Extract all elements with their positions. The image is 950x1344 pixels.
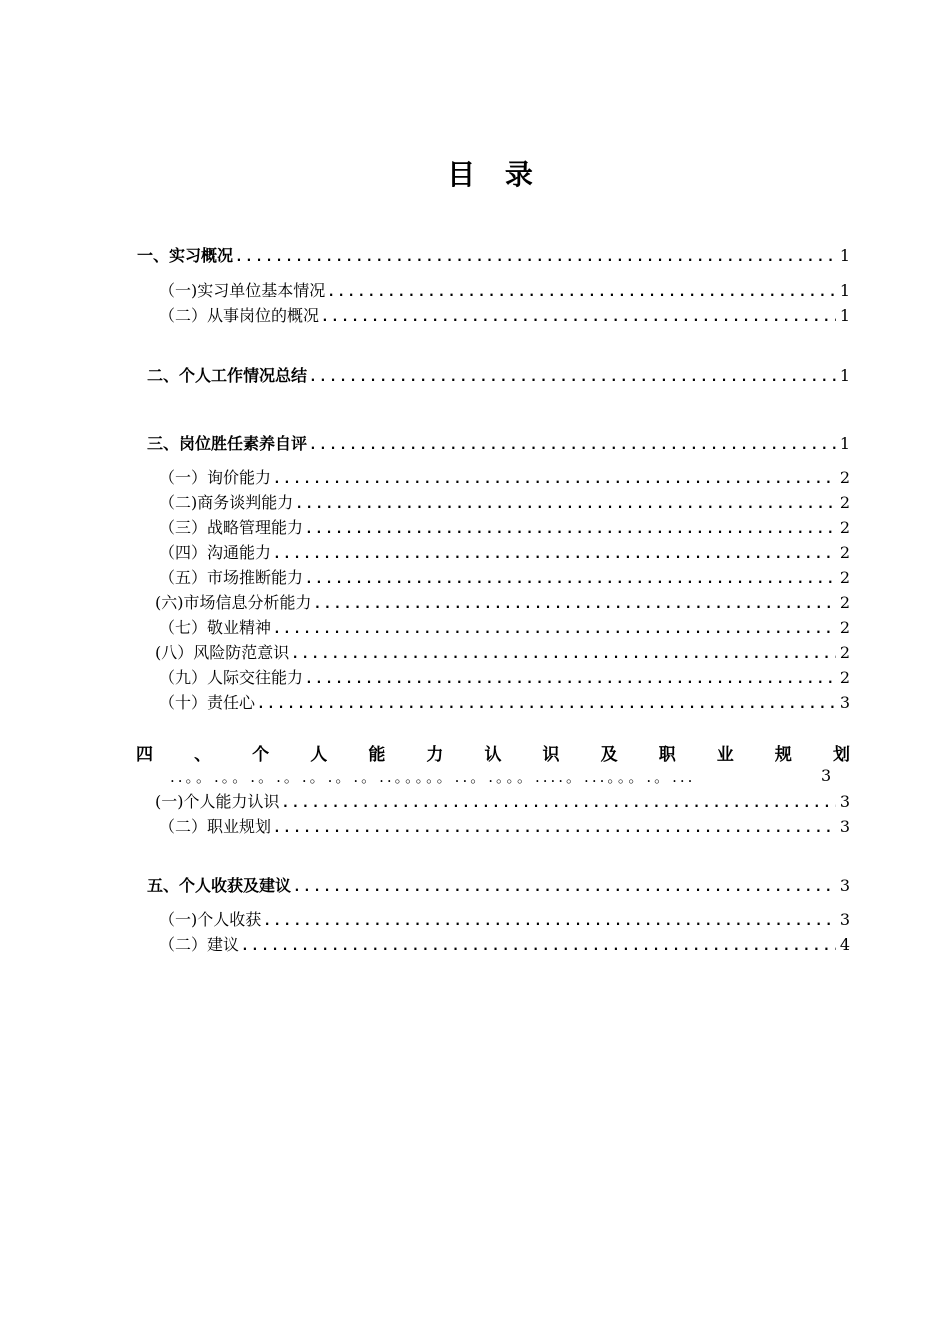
toc-entry-3-10[interactable] [159,693,850,715]
toc-dot-leader [305,670,836,690]
toc-page-number: 3 [839,792,850,811]
toc-page-number: 2 [839,618,850,637]
toc-dot-leader [291,645,836,665]
toc-heading-char: 及 [600,745,618,765]
toc-page-number: 3 [821,766,832,785]
toc-dot-leader [273,620,836,640]
toc-page-number: 1 [839,306,850,325]
toc-entry-section-1[interactable] [137,246,850,268]
toc-entry-3-5[interactable] [159,568,850,590]
toc-entry-3-7[interactable] [159,618,850,640]
toc-entry-5-2[interactable] [159,935,850,957]
toc-page-number: 1 [839,281,850,300]
toc-dot-leader [327,283,836,303]
toc-page-number: 3 [839,910,850,929]
toc-heading-char: 人 [310,745,328,765]
toc-entry-label: （二）职业规划 [159,817,272,836]
toc-entry-label: 二、个人工作情况总结 [147,366,308,385]
toc-mixed-leader: ..。。.。。.。.。.。.。.。..。。。。。..。.。。。....。...。。。.。... [170,768,696,786]
toc-entry-3-2[interactable] [159,493,850,515]
toc-entry-label: （五）市场推断能力 [159,568,304,587]
toc-dot-leader [241,937,836,957]
toc-entry-3-9[interactable] [159,668,850,690]
toc-entry-section-5[interactable] [147,876,850,898]
toc-entry-section-3[interactable] [147,434,850,456]
toc-entry-3-8[interactable] [155,643,850,665]
toc-entry-label: （七）敬业精神 [159,618,272,637]
toc-dot-leader [305,520,836,540]
toc-entry-label: 三、岗位胜任素养自评 [147,434,308,453]
toc-title: 目 录 [447,158,543,191]
toc-heading-char: 个 [252,745,270,765]
toc-page-number: 1 [839,246,850,265]
toc-entry-label: (六)市场信息分析能力 [155,593,312,612]
toc-entry-label: （四）沟通能力 [159,543,272,562]
toc-entry-label: 五、个人收获及建议 [147,876,292,895]
toc-dot-leader [321,308,836,328]
toc-dot-leader [273,470,836,490]
toc-entry-label: (一)个人能力认识 [155,792,280,811]
toc-page-number: 2 [839,668,850,687]
toc-entry-5-1[interactable] [159,910,850,932]
toc-heading-char: 认 [484,745,502,765]
toc-dot-leader [314,595,837,615]
toc-entry-label: （一）询价能力 [159,468,272,487]
toc-dot-leader [309,368,836,388]
toc-dot-leader [309,436,836,456]
toc-entry-label: （一)实习单位基本情况 [159,281,326,300]
toc-heading-char: 力 [426,745,444,765]
toc-page-number: 2 [839,593,850,612]
toc-entry-label: （三）战略管理能力 [159,518,304,537]
toc-heading-char: 业 [716,745,734,765]
toc-page-number: 2 [839,543,850,562]
toc-dot-leader [235,248,836,268]
toc-entry-4-2[interactable] [159,817,850,839]
toc-page-number: 1 [839,434,850,453]
toc-entry-3-1[interactable] [159,468,850,490]
toc-page-number: 3 [839,817,850,836]
toc-dot-leader [293,878,836,898]
toc-heading-char: 规 [774,745,792,765]
toc-heading-char: 、 [194,745,212,765]
toc-heading-char: 能 [368,745,386,765]
toc-dot-leader [295,495,836,515]
toc-entry-label: （九）人际交往能力 [159,668,304,687]
toc-page-number: 2 [839,493,850,512]
toc-entry-3-6[interactable] [155,593,850,615]
toc-entry-1-1[interactable] [159,281,850,303]
toc-entry-section-2[interactable] [147,366,850,388]
toc-entry-label: （十）责任心 [159,693,256,712]
toc-heading-char: 四 [136,745,153,765]
toc-dot-leader [257,695,836,715]
toc-dot-leader [273,545,836,565]
toc-heading-char: 职 [658,745,676,765]
toc-heading-char: 识 [542,745,560,765]
toc-page-number: 2 [839,468,850,487]
toc-dot-leader [305,570,836,590]
toc-page-number: 2 [839,518,850,537]
toc-entry-label: （二）建议 [159,935,240,954]
toc-dot-leader [273,819,836,839]
toc-page-number: 1 [839,366,850,385]
toc-dot-leader [263,912,836,932]
toc-entry-3-4[interactable] [159,543,850,565]
toc-page-number: 2 [839,568,850,587]
toc-dot-leader [282,794,837,814]
toc-heading-char: 划 [832,745,850,765]
toc-entry-4-1[interactable] [155,792,850,814]
toc-entry-label: 一、实习概况 [137,246,234,265]
toc-page-number: 4 [839,935,850,954]
toc-entry-3-3[interactable] [159,518,850,540]
toc-page-number: 3 [839,693,850,712]
toc-entry-label: (八）风险防范意识 [155,643,290,662]
toc-entry-label: （二)商务谈判能力 [159,493,294,512]
toc-page-number: 2 [839,643,850,662]
toc-entry-label: （一)个人收获 [159,910,262,929]
toc-entry-1-2[interactable] [159,306,850,328]
toc-entry-label: （二）从事岗位的概况 [159,306,320,325]
toc-entry-section-4-heading[interactable] [136,740,850,765]
toc-page-number: 3 [839,876,850,895]
